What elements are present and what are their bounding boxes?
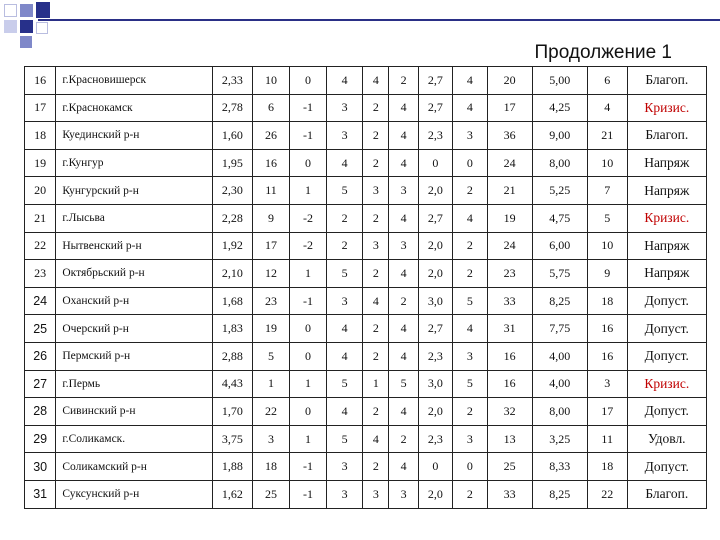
value-cell: 4 xyxy=(389,398,418,426)
value-cell: 24 xyxy=(487,232,532,260)
status-cell: Допуст. xyxy=(627,342,706,370)
value-cell: 4 xyxy=(453,94,487,122)
status-cell: Допуст. xyxy=(627,315,706,343)
value-cell: 10 xyxy=(252,67,290,95)
value-cell: 0 xyxy=(418,453,452,481)
row-number: 28 xyxy=(25,398,56,426)
value-cell: 5 xyxy=(326,260,363,288)
row-number: 20 xyxy=(25,177,56,205)
value-cell: 3 xyxy=(326,480,363,508)
value-cell: 3 xyxy=(453,342,487,370)
value-cell: 1 xyxy=(363,370,389,398)
value-cell: 5 xyxy=(453,370,487,398)
value-cell: 3 xyxy=(326,122,363,150)
district-name: г.Соликамск. xyxy=(56,425,213,453)
value-cell: 12 xyxy=(252,260,290,288)
value-cell: 5 xyxy=(453,287,487,315)
value-cell: 4 xyxy=(363,67,389,95)
table-row xyxy=(25,94,707,122)
value-cell: 3,0 xyxy=(418,287,452,315)
value-cell: 2 xyxy=(363,453,389,481)
value-cell: 1,70 xyxy=(212,398,252,426)
value-cell: 2 xyxy=(326,204,363,232)
value-cell: 1,68 xyxy=(212,287,252,315)
value-cell: -2 xyxy=(290,232,327,260)
district-name: Кунгурский р-н xyxy=(56,177,213,205)
value-cell: 22 xyxy=(252,398,290,426)
value-cell: 8,33 xyxy=(532,453,587,481)
row-number: 23 xyxy=(25,260,56,288)
status-cell: Благоп. xyxy=(627,480,706,508)
value-cell: 2 xyxy=(453,260,487,288)
value-cell: 5 xyxy=(326,177,363,205)
value-cell: 10 xyxy=(587,149,627,177)
value-cell: 18 xyxy=(587,453,627,481)
row-number: 18 xyxy=(25,122,56,150)
row-number: 25 xyxy=(25,315,56,343)
value-cell: -1 xyxy=(290,480,327,508)
value-cell: 4 xyxy=(363,287,389,315)
value-cell: 9,00 xyxy=(532,122,587,150)
value-cell: 19 xyxy=(487,204,532,232)
value-cell: 4 xyxy=(326,342,363,370)
value-cell: 17 xyxy=(587,398,627,426)
status-cell: Кризис. xyxy=(627,370,706,398)
value-cell: 4 xyxy=(389,149,418,177)
value-cell: 8,25 xyxy=(532,480,587,508)
value-cell: 2,33 xyxy=(212,67,252,95)
value-cell: 0 xyxy=(290,315,327,343)
value-cell: 4,43 xyxy=(212,370,252,398)
value-cell: 2 xyxy=(363,94,389,122)
table-row xyxy=(25,398,707,426)
value-cell: 4 xyxy=(453,315,487,343)
value-cell: 1,95 xyxy=(212,149,252,177)
table-body xyxy=(25,67,707,509)
value-cell: 23 xyxy=(252,287,290,315)
value-cell: 4 xyxy=(389,453,418,481)
status-cell: Напряж xyxy=(627,260,706,288)
value-cell: 17 xyxy=(252,232,290,260)
value-cell: 3 xyxy=(363,177,389,205)
row-number: 29 xyxy=(25,425,56,453)
value-cell: 4 xyxy=(389,94,418,122)
value-cell: 23 xyxy=(487,260,532,288)
district-name: Сивинский р-н xyxy=(56,398,213,426)
value-cell: 5,00 xyxy=(532,67,587,95)
value-cell: 2 xyxy=(389,425,418,453)
value-cell: 5,25 xyxy=(532,177,587,205)
value-cell: 18 xyxy=(252,453,290,481)
table-row xyxy=(25,425,707,453)
district-name: г.Красновишерск xyxy=(56,67,213,95)
value-cell: 1 xyxy=(290,370,327,398)
value-cell: 2 xyxy=(453,177,487,205)
value-cell: 22 xyxy=(587,480,627,508)
district-name: Соликамский р-н xyxy=(56,453,213,481)
status-cell: Допуст. xyxy=(627,398,706,426)
district-name: г.Лысьва xyxy=(56,204,213,232)
row-number: 31 xyxy=(25,480,56,508)
district-name: Пермский р-н xyxy=(56,342,213,370)
value-cell: 3 xyxy=(389,480,418,508)
value-cell: -1 xyxy=(290,287,327,315)
value-cell: 24 xyxy=(487,149,532,177)
value-cell: 1 xyxy=(252,370,290,398)
value-cell: 3 xyxy=(389,232,418,260)
status-cell: Напряж xyxy=(627,177,706,205)
table-row xyxy=(25,342,707,370)
value-cell: 4,75 xyxy=(532,204,587,232)
status-cell: Допуст. xyxy=(627,453,706,481)
status-cell: Допуст. xyxy=(627,287,706,315)
value-cell: 3 xyxy=(453,425,487,453)
value-cell: 3 xyxy=(252,425,290,453)
value-cell: 3,75 xyxy=(212,425,252,453)
row-number: 17 xyxy=(25,94,56,122)
district-name: Нытвенский р-н xyxy=(56,232,213,260)
status-cell: Удовл. xyxy=(627,425,706,453)
row-number: 30 xyxy=(25,453,56,481)
value-cell: 0 xyxy=(290,149,327,177)
row-number: 19 xyxy=(25,149,56,177)
value-cell: 21 xyxy=(487,177,532,205)
value-cell: 2 xyxy=(363,342,389,370)
value-cell: 32 xyxy=(487,398,532,426)
value-cell: 5,75 xyxy=(532,260,587,288)
district-name: Куединский р-н xyxy=(56,122,213,150)
value-cell: 1 xyxy=(290,260,327,288)
value-cell: 16 xyxy=(487,342,532,370)
value-cell: 33 xyxy=(487,480,532,508)
value-cell: 2,0 xyxy=(418,232,452,260)
value-cell: 25 xyxy=(487,453,532,481)
value-cell: 17 xyxy=(487,94,532,122)
value-cell: 0 xyxy=(290,67,327,95)
value-cell: 4 xyxy=(326,398,363,426)
value-cell: 4 xyxy=(453,67,487,95)
value-cell: 3 xyxy=(363,480,389,508)
value-cell: 6 xyxy=(252,94,290,122)
value-cell: 4 xyxy=(587,94,627,122)
value-cell: 4,25 xyxy=(532,94,587,122)
district-name: Очерский р-н xyxy=(56,315,213,343)
row-number: 16 xyxy=(25,67,56,95)
value-cell: 7 xyxy=(587,177,627,205)
district-name: Суксунский р-н xyxy=(56,480,213,508)
value-cell: 4 xyxy=(389,204,418,232)
status-cell: Напряж xyxy=(627,232,706,260)
value-cell: 11 xyxy=(252,177,290,205)
value-cell: 1,60 xyxy=(212,122,252,150)
value-cell: 0 xyxy=(453,149,487,177)
value-cell: 1,83 xyxy=(212,315,252,343)
value-cell: 26 xyxy=(252,122,290,150)
value-cell: 4 xyxy=(326,67,363,95)
value-cell: 4 xyxy=(389,342,418,370)
table-row xyxy=(25,287,707,315)
value-cell: 1 xyxy=(290,425,327,453)
value-cell: 2 xyxy=(363,122,389,150)
value-cell: 36 xyxy=(487,122,532,150)
table-row xyxy=(25,480,707,508)
value-cell: 3,25 xyxy=(532,425,587,453)
value-cell: 10 xyxy=(587,232,627,260)
value-cell: -1 xyxy=(290,453,327,481)
value-cell: 2,10 xyxy=(212,260,252,288)
value-cell: 2,0 xyxy=(418,260,452,288)
value-cell: 33 xyxy=(487,287,532,315)
value-cell: 5 xyxy=(587,204,627,232)
value-cell: 6,00 xyxy=(532,232,587,260)
value-cell: 2 xyxy=(363,315,389,343)
value-cell: 3 xyxy=(326,287,363,315)
value-cell: 4 xyxy=(453,204,487,232)
table-row xyxy=(25,122,707,150)
value-cell: 7,75 xyxy=(532,315,587,343)
value-cell: 5 xyxy=(252,342,290,370)
value-cell: 18 xyxy=(587,287,627,315)
value-cell: 2 xyxy=(363,398,389,426)
value-cell: 9 xyxy=(587,260,627,288)
value-cell: 2,28 xyxy=(212,204,252,232)
value-cell: 20 xyxy=(487,67,532,95)
value-cell: -2 xyxy=(290,204,327,232)
value-cell: 25 xyxy=(252,480,290,508)
district-name: Октябрьский р-н xyxy=(56,260,213,288)
value-cell: 2,3 xyxy=(418,425,452,453)
table-row xyxy=(25,177,707,205)
value-cell: 2 xyxy=(363,260,389,288)
table-row xyxy=(25,67,707,95)
value-cell: 0 xyxy=(453,453,487,481)
value-cell: 2,30 xyxy=(212,177,252,205)
value-cell: 4 xyxy=(326,315,363,343)
value-cell: 2,7 xyxy=(418,67,452,95)
value-cell: 2,7 xyxy=(418,204,452,232)
value-cell: 16 xyxy=(587,315,627,343)
value-cell: 2,78 xyxy=(212,94,252,122)
value-cell: 6 xyxy=(587,67,627,95)
status-cell: Кризис. xyxy=(627,94,706,122)
value-cell: 4 xyxy=(389,315,418,343)
row-number: 27 xyxy=(25,370,56,398)
table-row xyxy=(25,232,707,260)
value-cell: 3,0 xyxy=(418,370,452,398)
value-cell: 1,92 xyxy=(212,232,252,260)
value-cell: 3 xyxy=(453,122,487,150)
value-cell: 2,3 xyxy=(418,122,452,150)
value-cell: 2,0 xyxy=(418,398,452,426)
value-cell: 0 xyxy=(290,342,327,370)
value-cell: 8,00 xyxy=(532,398,587,426)
status-cell: Благоп. xyxy=(627,122,706,150)
district-name: г.Кунгур xyxy=(56,149,213,177)
districts-table xyxy=(24,66,707,509)
value-cell: 0 xyxy=(290,398,327,426)
value-cell: 16 xyxy=(487,370,532,398)
value-cell: 2,7 xyxy=(418,94,452,122)
value-cell: 2,0 xyxy=(418,480,452,508)
row-number: 21 xyxy=(25,204,56,232)
value-cell: 2,3 xyxy=(418,342,452,370)
slide-title: Продолжение 1 xyxy=(534,42,672,63)
district-name: г.Краснокамск xyxy=(56,94,213,122)
value-cell: 3 xyxy=(363,232,389,260)
value-cell: 9 xyxy=(252,204,290,232)
value-cell: 2 xyxy=(453,232,487,260)
value-cell: 1 xyxy=(290,177,327,205)
value-cell: 2 xyxy=(453,480,487,508)
value-cell: 2 xyxy=(363,204,389,232)
value-cell: 19 xyxy=(252,315,290,343)
value-cell: 2 xyxy=(389,67,418,95)
value-cell: 4 xyxy=(389,260,418,288)
value-cell: 1,88 xyxy=(212,453,252,481)
value-cell: 13 xyxy=(487,425,532,453)
value-cell: 3 xyxy=(326,453,363,481)
value-cell: 3 xyxy=(326,94,363,122)
value-cell: -1 xyxy=(290,122,327,150)
district-name: Оханский р-н xyxy=(56,287,213,315)
row-number: 24 xyxy=(25,287,56,315)
status-cell: Кризис. xyxy=(627,204,706,232)
value-cell: 16 xyxy=(252,149,290,177)
value-cell: 1,62 xyxy=(212,480,252,508)
value-cell: 2 xyxy=(363,149,389,177)
value-cell: 2,0 xyxy=(418,177,452,205)
value-cell: 3 xyxy=(587,370,627,398)
value-cell: 2 xyxy=(326,232,363,260)
value-cell: 2 xyxy=(389,287,418,315)
value-cell: 16 xyxy=(587,342,627,370)
value-cell: 5 xyxy=(326,370,363,398)
status-cell: Благоп. xyxy=(627,67,706,95)
value-cell: 5 xyxy=(326,425,363,453)
value-cell: 3 xyxy=(389,177,418,205)
value-cell: 5 xyxy=(389,370,418,398)
table-row xyxy=(25,260,707,288)
value-cell: 4 xyxy=(389,122,418,150)
value-cell: 4 xyxy=(363,425,389,453)
table-row xyxy=(25,453,707,481)
district-name: г.Пермь xyxy=(56,370,213,398)
value-cell: 2,7 xyxy=(418,315,452,343)
value-cell: 4,00 xyxy=(532,370,587,398)
value-cell: 8,25 xyxy=(532,287,587,315)
value-cell: 0 xyxy=(418,149,452,177)
status-cell: Напряж xyxy=(627,149,706,177)
value-cell: 2 xyxy=(453,398,487,426)
table-row xyxy=(25,315,707,343)
row-number: 26 xyxy=(25,342,56,370)
value-cell: 2,88 xyxy=(212,342,252,370)
value-cell: -1 xyxy=(290,94,327,122)
header-divider-line xyxy=(38,19,720,21)
value-cell: 4,00 xyxy=(532,342,587,370)
value-cell: 21 xyxy=(587,122,627,150)
table-row xyxy=(25,370,707,398)
table-row xyxy=(25,149,707,177)
value-cell: 31 xyxy=(487,315,532,343)
value-cell: 4 xyxy=(326,149,363,177)
row-number: 22 xyxy=(25,232,56,260)
table-row xyxy=(25,204,707,232)
value-cell: 8,00 xyxy=(532,149,587,177)
value-cell: 11 xyxy=(587,425,627,453)
